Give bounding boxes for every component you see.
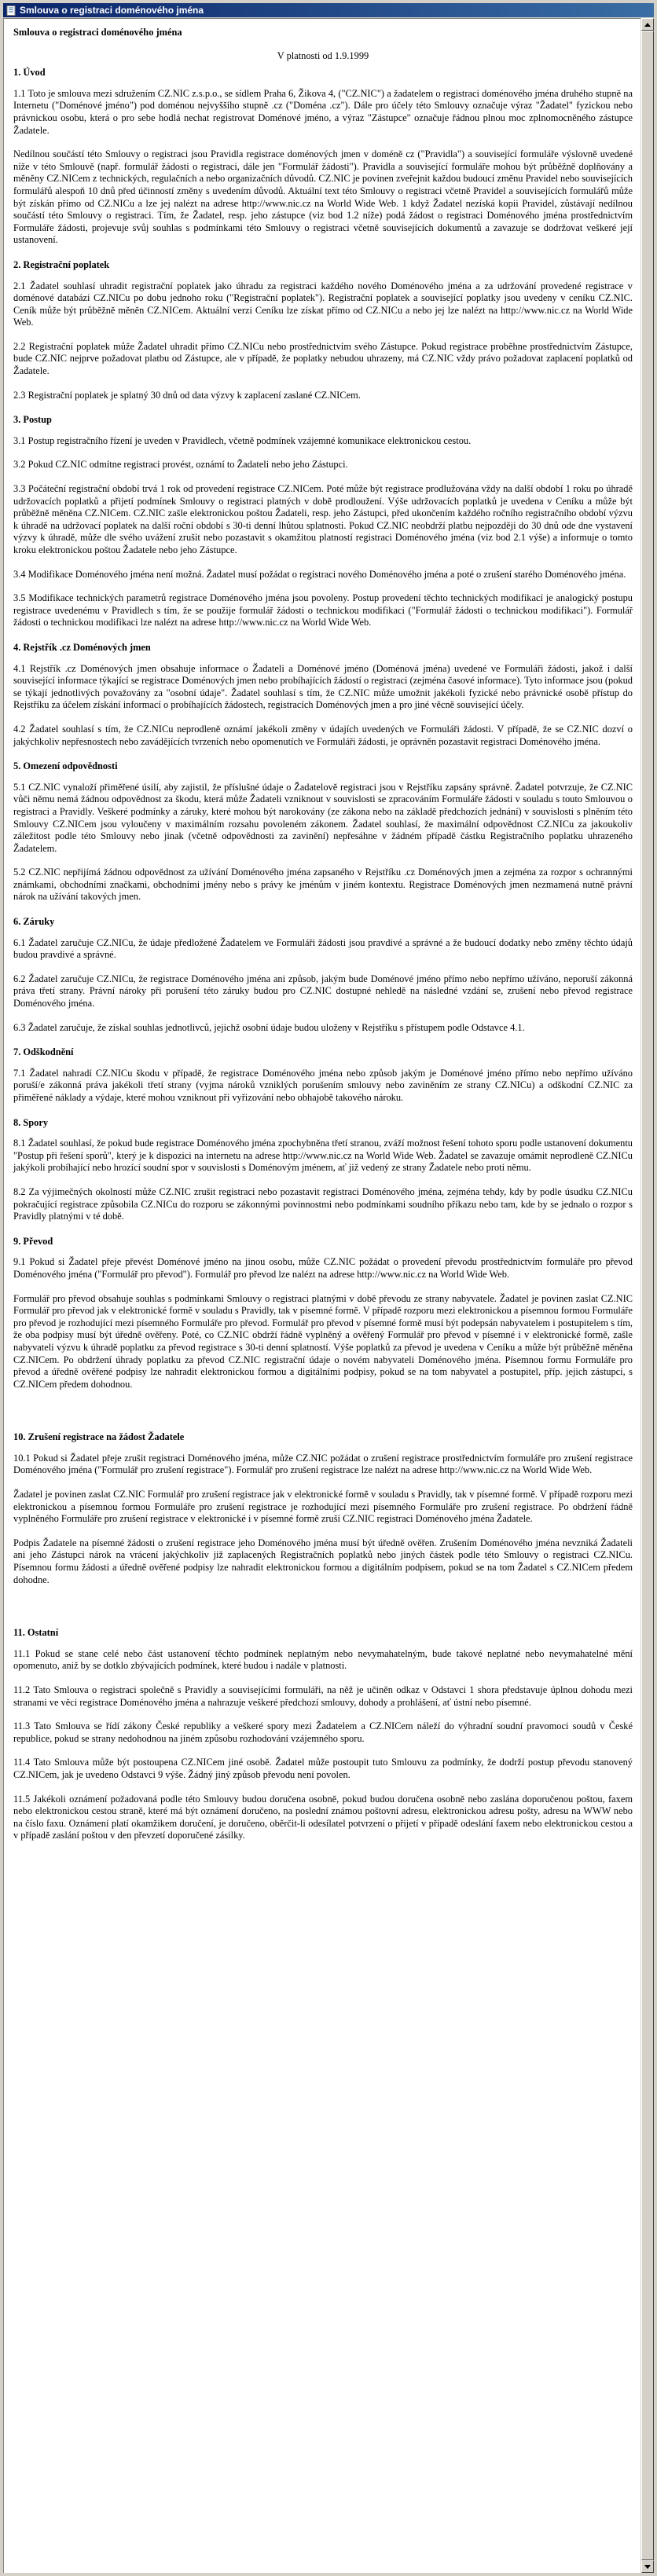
section-paragraph: 5.2 CZ.NIC nepřijímá žádnou odpovědnost za užívání Doménového jména zapsaného v Rejstříku .cz Doménových jmen a zejména za rozpor s ochrannými známkami, obchodními značkami, obchodními jmény nebo s právy ke jménům v jiném kontextu. Registrace Doménových jmen nezmamená nutně právní nárok na užívání takových jmen.	[13, 867, 633, 903]
scrollbar-thumb[interactable]	[641, 31, 654, 2560]
section-heading: 10. Zrušení registrace na žádost Žadatele	[13, 1431, 185, 1443]
section-paragraph: 6.3 Žadatel zaručuje, že získal souhlas jednotlivců, jejichž osobní údaje budou uloženy v Rejstříku s přístupem podle Odstavce 4.1.	[13, 1021, 525, 1033]
section-heading: 4. Rejstřík .cz Doménových jmen	[13, 641, 151, 653]
section-paragraph: 8.1 Žadatel souhlasí, že pokud bude registrace Doménového jména zpochybněna třetí stranou, zváží možnost řešení tohoto sporu podle ustanovení dokumentu "Postup při řešení sporů", který je k dispozici na internetu na adrese http://www.nic.cz na World Wide Web. Žadatel se zavazuje omámit neprodleně CZ.NICu jakýkoli probíhající nebo hrozící soudní spor v souvislosti s Doménovým jménem, ať již vedený ze strany Žadatele nebo proti němu.	[13, 1138, 633, 1174]
section-paragraph: 3.3 Počáteční registrační období trvá 1 rok od provedení registrace CZ.NICem. Poté může být registrace prodlužována vždy na další období 1 roku po úhradě udržovacích poplatků a přijetí podmínek Smlouvy o registraci platných v době prodloužení. Výše udržovacích poplatků je uvedena v Ceníku a může být průběžně měněna CZ.NICem. CZ.NIC zašle elektronickou poštou Žadateli, resp. jeho Zástupci, před ukončením každého ročního registračního období výzvu k úhradě na udržovací poplatek na další roční období s 30-ti denní lhůtou splatnosti. Pokud CZ.NIC neobdrží platbu nejpozději do 30 dnů ode dne vystavení výzvy k úhradě, může dle svého uvážení zrušit nebo pozastavit s okamžitou platností registraci Doménového jména (viz bod 2.1 výše) a informuje o tomto kroku elektronickou poštou Žadatele nebo jeho Zástupce.	[13, 483, 633, 555]
section-paragraph: 4.2 Žadatel souhlasí s tím, že CZ.NICu neprodleně oznámí jakékoli změny v údajích uvedených ve Formuláři žádosti. V případě, že se CZ.NIC dozví o jakýchkoliv nepřesnostech nebo zavádějících tvrzeních nebo opomenutích ve Formuláři žádosti, je oprávněn pozastavit registraci Doménového jména.	[13, 723, 633, 747]
document-viewport[interactable]	[3, 18, 642, 2573]
section-paragraph: 4.1 Rejstřík .cz Doménových jmen obsahuje informace o Žadateli a Doménové jméno (Doménová jména) uvedené ve Formuláři žádosti, jakož i další související informace týkající se registrace Doménových jmen nebo probíhajících žádostí o registraci (zejména časové informace). Tyto informace jsou (pokud se týkají jednotlivých považovány za "osobní údaje". Žadatel souhlasí s tím, že CZ.NIC může umožnit jakékoli fyzické nebo právnické osobě přístup do Rejstříku za účelem získání informací o probíhajících žádostech, registracích Doménových jmen a pro jiné věcně související účely.	[13, 662, 633, 711]
section-paragraph: 2.2 Registrační poplatek může Žadatel uhradit přímo CZ.NICu nebo prostřednictvím svého Zástupce. Pokud registrace proběhne prostřednictvím Zástupce, bude CZ.NIC nejprve požadovat platbu od Zástupce, ale v případě, že poplatky nebudou uhrazeny, má CZ.NIC vždy právo požadovat zaplacení poplatků od Žadatele.	[13, 340, 633, 377]
section-paragraph: 1.1 Toto je smlouva mezi sdružením CZ.NIC z.s.p.o., se sídlem Praha 6, Žikova 4, ("CZ.NIC") a žadatelem o registraci doménového jména druhého stupně na Internetu ("Doménové jméno") pod doménou nejvyššího stupně .cz ("Doména .cz"). Dále pro účely této Smlouvy označuje výraz "Žadatel" fyzickou nebo právnickou osobu, která o pro sebe hodlá nechat registrovat Doménové jméno, a výraz "Zástupce" označuje řádnou plnou moc zplnomocněného zástupce Žadatele.	[13, 87, 633, 136]
section-heading: 3. Postup	[13, 414, 52, 426]
section-paragraph: 11.2 Tato Smlouva o registraci společně s Pravidly a souvisejícími formuláři, na něž je učiněn odkaz v Odstavci 1 shora představuje úplnou dohodu mezi stranami ve věci registrace Doménového jména a nahrazuje veškeré předchozí smlouvy, dohody a prohlášení, ať ústní nebo písemné.	[13, 1684, 633, 1708]
section-paragraph: Podpis Žadatele na písemné žádosti o zrušení registrace jeho Doménového jména musí být úředně ověřen. Zrušením Doménového jména nevzniká Žadateli ani jeho Zástupci nárok na vrácení jakýchkoliv již zaplacených Registračních poplatků nebo jiných částek podle této Smlouvy o registraci CZ.NICu. Písemnou formu žádosti a úředně ověřené podpisy lze nahradit elektronickou formou a digitálním podpisem, pokud se na tom Žadatel s CZ.NICem předem dohodne.	[13, 1537, 633, 1585]
vertical-scrollbar[interactable]	[640, 18, 654, 2573]
document-heading: Smlouva o registraci doménového jména	[13, 27, 182, 38]
section-paragraph: 6.2 Žadatel zaručuje CZ.NICu, že registrace Doménového jména ani způsob, jakým bude Doménové jméno přímo nebo nepřímo užíváno, neporuší zákonná práva třetí strany. Právní nároky při porušení této záruky budou pro CZ.NIC dostupné nehledě na následné vzdání se, zrušení nebo převod registrace Doménového jména.	[13, 973, 633, 1010]
section-paragraph: 5.1 CZ.NIC vynaloží přiměřené úsilí, aby zajistil, že příslušné údaje o Žadatelově registraci jsou v Rejstříku zapsány správně. Žadatel potvrzuje, že CZ.NIC vůči němu nemá žádnou odpovědnost za škodu, která může Žadateli vzniknout v souvislosti se zpracováním Formuláře žádosti v souladu s touto Smlouvou o registraci a Pravidly. Veškeré podmínky a záruky, které mohou být narokovány (ze zákona nebo na základě předchozích jednání) v souvislosti s plněním této Smlouvy CZ.NICem jsou vyloučeny v maximálním rozsahu povoleném zákonem. Žadatel souhlasí, že maximální odpovědnost CZ.NICu za jakoukoliv záležitost podle této Smlouvy nebo jinak (včetně odpovědnosti za zavinění) nepřesáhne v žádném případě částku Registračního poplatku uhrazeného Žadatelem.	[13, 781, 633, 854]
section-paragraph: Nedílnou součástí této Smlouvy o registraci jsou Pravidla registrace doménových jmen v doméně cz ("Pravidla") a související formuláře výslovně uvedené níže v této Smlouvě (např. formulář žádosti o registraci, dále jen "Formulář žádosti"). Pravidla a související formuláře mohou být průběžně doplňovány a měněny CZ.NICem z technických, regulačních a nebo organizačních důvodů. CZ.NIC je povinen zveřejnit každou budoucí změnu Pravidel nebo souvisejících formulářů alespoň 10 dnů před účinností změny s uvedením důvodů. Aktuální text této Smlouvy o registraci včetně Pravidel a souvisejících formulářů může být získán přímo od CZ.NICu a lze jej nalézt na adrese http://www.nic.cz na World Wide Web. 1 když Žadatel nezíská kopii Pravidel, zůstávají nedílnou součástí této Smlouvy o registraci. Tím, že Žadatel, resp. jeho zástupce (viz bod 1.2 níže) podá žádost o registraci Doménového jména prostřednictvím Formuláře žádosti, projevuje svůj souhlas s podmínkami této Smlouvy o registraci včetně souvisejících dokumentů a zavazuje se dodržovat veškeré její ustanovení.	[13, 148, 633, 246]
window-title: Smlouva o registraci doménového jména	[20, 5, 204, 16]
section-paragraph: 7.1 Žadatel nahradí CZ.NICu škodu v případě, že registrace Doménového jména nebo způsob jakým je Doménové jméno přímo nebo nepřímo užíváno poruší/e zákonná práva jakékoli třetí strany (vyjma nároků vzniklých porušením smlouvy nebo zaviněním ze strany CZ.NICu) a odškodní CZ.NIC za přiměřené náklady a výdaje, které mohou vzniknout při vyřizování nebo obhajobě takového nároku.	[13, 1067, 633, 1103]
section-paragraph: 8.2 Za výjimečných okolností může CZ.NIC zrušit registraci nebo pozastavit registraci Doménového jména, zejména tehdy, kdy by podle úsudku CZ.NICu pokračující registrace způsobila CZ.NICu do rozporu se zákonnými povinnostmi nebo podmínkami soudního příkazu nebo tam, kde by se jednalo o rozpor s Pravidly platnými v té době.	[13, 1185, 633, 1222]
section-paragraph: 3.4 Modifikace Doménového jména není možná. Žadatel musí požádat o registraci nového Doménového jména a poté o zrušení starého Doménového jména.	[13, 568, 626, 580]
section-heading: 7. Odškodnění	[13, 1046, 74, 1058]
section-paragraph: 11.1 Pokud se stane celé nebo část ustanovení těchto podmínek neplatným nebo nevymahatelným, bude takové neplatné nebo nevymahatelné mění opomenuto, aniž by se dotklo zbývajících podmínek, které budou i nadále v platnosti.	[13, 1647, 633, 1672]
sections-container	[13, 67, 633, 1842]
arrow-down-icon[interactable]	[641, 2560, 654, 2573]
section-heading: 1. Úvod	[13, 67, 46, 79]
section-paragraph: 3.2 Pokud CZ.NIC odmítne registraci provést, oznámí to Žadateli nebo jeho Zástupci.	[13, 459, 348, 471]
section-paragraph: Žadatel je povinen zaslat CZ.NIC Formulář pro zrušení registrace jak v elektronické formě v souladu s Pravidly, tak v písemné formě. V případě rozporu mezi elektronickou a písemnou formou Formuláře pro zrušení registrace je rozhodující mezi písemného Formuláře pro zrušení registrace. Po obdržení řádně vyplněného Formuláře pro zrušení registrace v elektronické i v písemné formě zruší CZ.NIC registraci Doménového jména Žadatele.	[13, 1489, 633, 1525]
section-paragraph: 2.3 Registrační poplatek je splatný 30 dnů od data výzvy k zaplacení zaslané CZ.NICem.	[13, 389, 361, 401]
section-paragraph: 6.1 Žadatel zaručuje CZ.NICu, že údaje předložené Žadatelem ve Formuláři žádosti jsou pravdivé a správné a že budoucí dodatky nebo změny těchto údajů budou pravdivé a správné.	[13, 936, 633, 961]
section-paragraph: 9.1 Pokud si Žadatel přeje převést Doménové jméno na jinou osobu, může CZ.NIC požádat o provedení převodu prostřednictvím formuláře pro převod Doménového jména ("Formulář pro převod"). Formulář pro převod lze nalézt na adrese http://www.nic.cz na World Wide Web.	[13, 1256, 633, 1280]
section-paragraph: 3.1 Postup registračního řízení je uveden v Pravidlech, včetně podmínek vzájemné komunikace elektronickou cestou.	[13, 434, 472, 446]
section-heading: 2. Registrační poplatek	[13, 258, 110, 270]
ie-document-icon	[6, 5, 17, 16]
section-heading: 11. Ostatní	[13, 1627, 59, 1639]
section-heading: 5. Omezení odpovědnosti	[13, 760, 118, 772]
section-paragraph: Formulář pro převod obsahuje souhlas s podmínkami Smlouvy o registraci platnými v době převodu ze strany nabyvatele. Žadatel je povinen zaslat CZ.NIC Formulář pro převod jak v elektronické formě v souladu s Pravidly, tak v písemné formě. V případě rozporu mezi elektronickou a písemnou formou Formuláře pro převod je rozhodující mezi písemného Formuláře pro převod. Formulář pro převod v písemné formě musí být podepsán nabyvatelem i postupitelem s tím, že oba podpisy musí být úředně ověřeny. Poté, co CZ.NIC obdrží řádně vyplněný a ověřený Formulář pro převod v písemné i v elektronické formě, zašle nabyvateli výzvu k úhradě poplatku za převod registrace s 30-ti denní splatností. Výše poplatků za převod je uvedena v Ceníku a může být průběžně měněna CZ.NICem. Po obdržení úhrady poplatku za převod CZ.NIC registrační údaje o novém nabyvateli Doménového jména. Písemnou formu Formuláře pro převod a úředně ověřené podpisy lze nahradit elektronickou formou a digitálními podpisy, pokud se na tom nabyvatel a postupitel, příp. jejich zástupci, s CZ.NICem předem dohodnou.	[13, 1292, 633, 1390]
section-paragraph: 11.5 Jakékoli oznámení požadovaná podle této Smlouvy budou doručena osobně, pokud budou doručena osobně nebo zaslána doporučenou poštou, faxem nebo elektronickou cestou straně, které má být oznámení doručeno, na poslední známou poštovní adresu, elektronickou adresu pošty, adresu na WWW nebo na číslo faxu. Oznámení platí okamžikem doručení, je doručeno, oběrčit-li odesílatel potvrzení o přijetí v případě odeslání faxem nebo elektronickou cestou a v případě zaslání poštou v den převzetí doporučené zásilky.	[13, 1793, 633, 1841]
arrow-up-icon[interactable]	[641, 18, 654, 31]
section-paragraph: 10.1 Pokud si Žadatel přeje zrušit registraci Doménového jména, může CZ.NIC požádat o zrušení registrace prostřednictvím formuláře pro zrušení registrace Doménového jména ("Formulář pro zrušení registrace"). Formulář pro zrušení registrace lze nalézt na adrese http://www.nic.cz na World Wide Web.	[13, 1452, 633, 1476]
section-paragraph: 2.1 Žadatel souhlasí uhradit registrační poplatek jako úhradu za registraci každého nového Doménového jména a za udržování provedené registrace v doménové databázi CZ.NICu po dobu jednoho roku ("Registrační poplatek"). Registrační poplatek a související poplatky jsou uvedeny v ceníku CZ.NIC. Ceník může být průběžně měněn CZ.NICem. Aktuální verzi Ceníku lze získat přímo od CZ.NICu a nebo jej lze nalézt na http://www.nic.cz na World Wide Web.	[13, 280, 633, 328]
validity-date: V platnosti od 1.9.1999	[277, 49, 369, 61]
section-heading: 9. Převod	[13, 1235, 53, 1247]
section-heading: 8. Spory	[13, 1116, 49, 1128]
section-paragraph: 11.4 Tato Smlouva může být postoupena CZ.NICem jiné osobě. Žadatel může postoupit tuto Smlouvu za podmínky, že dodrží postup převodu stanovený CZ.NICem, jak je uvedeno Odstavci 9 výše. Žádný jiný způsob převodu není povolen.	[13, 1757, 633, 1780]
section-heading: 6. Záruky	[13, 916, 55, 928]
title-bar[interactable]	[3, 3, 654, 17]
document	[4, 19, 642, 1842]
section-paragraph: 3.5 Modifikace technických parametrů registrace Doménového jména jsou povoleny. Postup provedení těchto technických modifikací je analogický postupu registrace uvedenému v Pravidlech s tím, že se použije formulář žádosti o technickou modifikaci ("Formulář žádosti o technickou modifikaci"). Formulář žádosti o technickou modifikaci lze nalézt na adrese http://www.nic.cz na World Wide Web.	[13, 592, 633, 628]
section-paragraph: 11.3 Tato Smlouva se řídí zákony České republiky a veškeré spory mezi Žadatelem a CZ.NICem náleží do výhradní soudní pravomoci soudů v České republice, pokud se strany nedohodnou na jiném způsobu rozhodování vzájemného sporu.	[13, 1720, 633, 1744]
